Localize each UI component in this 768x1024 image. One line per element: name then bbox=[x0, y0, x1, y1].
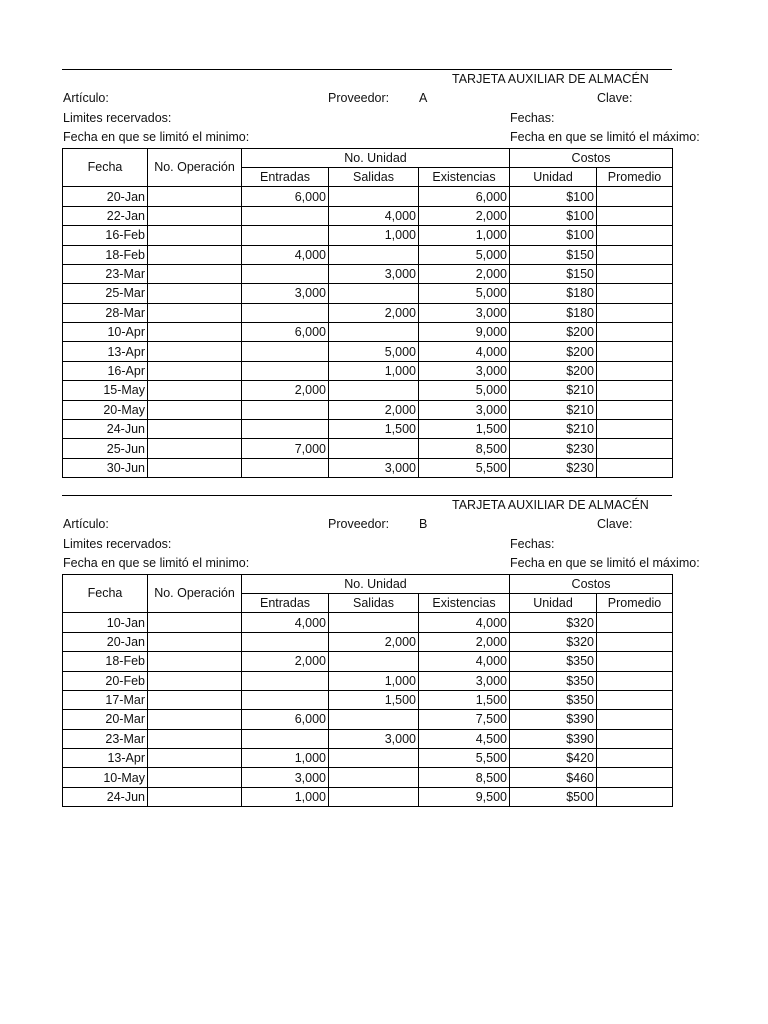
cell-salidas bbox=[329, 245, 419, 264]
cell-promedio bbox=[597, 420, 673, 439]
cell-entradas bbox=[242, 206, 329, 225]
cell-salidas: 1,500 bbox=[329, 690, 419, 709]
limites-label: Limites recervados: bbox=[63, 110, 172, 125]
header-promedio: Promedio bbox=[597, 167, 673, 186]
cell-salidas bbox=[329, 381, 419, 400]
clave-label: Clave: bbox=[597, 91, 633, 106]
table-row bbox=[63, 690, 673, 709]
cell-existencias: 7,500 bbox=[419, 710, 510, 729]
cell-no-operacion bbox=[148, 652, 242, 671]
table-row bbox=[63, 613, 673, 632]
cell-promedio bbox=[597, 768, 673, 787]
cell-existencias: 5,000 bbox=[419, 284, 510, 303]
table-header-row bbox=[63, 574, 673, 593]
articulo-label: Artículo: bbox=[63, 517, 109, 532]
cell-no-operacion bbox=[148, 613, 242, 632]
cell-entradas bbox=[242, 400, 329, 419]
cell-existencias: 3,000 bbox=[419, 671, 510, 690]
cell-unidad: $350 bbox=[510, 652, 597, 671]
cell-fecha: 20-Jan bbox=[63, 632, 148, 651]
cell-unidad: $180 bbox=[510, 303, 597, 322]
cell-promedio bbox=[597, 749, 673, 768]
cell-unidad: $100 bbox=[510, 206, 597, 225]
cell-entradas: 3,000 bbox=[242, 284, 329, 303]
cell-existencias: 9,500 bbox=[419, 787, 510, 806]
cell-unidad: $390 bbox=[510, 729, 597, 748]
cell-no-operacion bbox=[148, 729, 242, 748]
inventory-table bbox=[62, 574, 673, 808]
table-row bbox=[63, 749, 673, 768]
cell-entradas bbox=[242, 458, 329, 477]
cell-unidad: $150 bbox=[510, 245, 597, 264]
header-fecha: Fecha bbox=[63, 148, 148, 187]
cell-promedio bbox=[597, 303, 673, 322]
cell-no-operacion bbox=[148, 245, 242, 264]
cell-existencias: 1,500 bbox=[419, 420, 510, 439]
cell-no-operacion bbox=[148, 187, 242, 206]
cell-no-operacion bbox=[148, 787, 242, 806]
cell-no-operacion bbox=[148, 768, 242, 787]
cell-unidad: $230 bbox=[510, 458, 597, 477]
cell-existencias: 9,000 bbox=[419, 323, 510, 342]
table-header-row bbox=[63, 148, 673, 167]
header-entradas: Entradas bbox=[242, 167, 329, 186]
cell-unidad: $180 bbox=[510, 284, 597, 303]
cell-fecha: 16-Apr bbox=[63, 361, 148, 380]
card-title: TARJETA AUXILIAR DE ALMACÉN bbox=[452, 498, 649, 512]
table-row bbox=[63, 284, 673, 303]
cell-fecha: 20-Feb bbox=[63, 671, 148, 690]
fecha-max-label: Fecha en que se limitó el máximo: bbox=[510, 556, 700, 571]
cell-fecha: 23-Mar bbox=[63, 729, 148, 748]
cell-existencias: 5,000 bbox=[419, 381, 510, 400]
cell-existencias: 5,000 bbox=[419, 245, 510, 264]
cell-fecha: 25-Mar bbox=[63, 284, 148, 303]
cell-fecha: 20-Jan bbox=[63, 187, 148, 206]
cell-unidad: $100 bbox=[510, 187, 597, 206]
cell-existencias: 6,000 bbox=[419, 187, 510, 206]
cell-promedio bbox=[597, 264, 673, 283]
cell-fecha: 25-Jun bbox=[63, 439, 148, 458]
header-unidad: Unidad bbox=[510, 593, 597, 612]
clave-label: Clave: bbox=[597, 517, 633, 532]
table-row bbox=[63, 652, 673, 671]
cell-entradas bbox=[242, 303, 329, 322]
cell-entradas: 3,000 bbox=[242, 768, 329, 787]
cell-promedio bbox=[597, 284, 673, 303]
cell-salidas: 2,000 bbox=[329, 303, 419, 322]
fecha-min-label: Fecha en que se limitó el minimo: bbox=[63, 130, 250, 145]
cell-fecha: 24-Jun bbox=[63, 420, 148, 439]
table-row bbox=[63, 787, 673, 806]
cell-salidas: 2,000 bbox=[329, 632, 419, 651]
cell-promedio bbox=[597, 342, 673, 361]
cell-promedio bbox=[597, 187, 673, 206]
cell-no-operacion bbox=[148, 400, 242, 419]
articulo-label: Artículo: bbox=[63, 91, 109, 106]
header-no-operacion: No. Operación bbox=[148, 148, 242, 187]
cell-salidas bbox=[329, 613, 419, 632]
cell-fecha: 10-May bbox=[63, 768, 148, 787]
table-row bbox=[63, 729, 673, 748]
header-salidas: Salidas bbox=[329, 167, 419, 186]
cell-unidad: $210 bbox=[510, 381, 597, 400]
cell-entradas: 6,000 bbox=[242, 187, 329, 206]
cell-fecha: 28-Mar bbox=[63, 303, 148, 322]
cell-salidas: 5,000 bbox=[329, 342, 419, 361]
inventory-table bbox=[62, 148, 673, 479]
fechas-label: Fechas: bbox=[510, 110, 555, 125]
cell-promedio bbox=[597, 632, 673, 651]
cell-entradas: 6,000 bbox=[242, 710, 329, 729]
cell-no-operacion bbox=[148, 671, 242, 690]
cell-fecha: 10-Jan bbox=[63, 613, 148, 632]
cell-unidad: $200 bbox=[510, 323, 597, 342]
cell-fecha: 13-Apr bbox=[63, 749, 148, 768]
table-row bbox=[63, 245, 673, 264]
cell-entradas bbox=[242, 632, 329, 651]
cell-no-operacion bbox=[148, 342, 242, 361]
table-row bbox=[63, 458, 673, 477]
cell-no-operacion bbox=[148, 206, 242, 225]
cell-unidad: $100 bbox=[510, 226, 597, 245]
table-row bbox=[63, 420, 673, 439]
fecha-limit-row bbox=[62, 554, 700, 573]
cell-salidas bbox=[329, 284, 419, 303]
header-no-unidad: No. Unidad bbox=[242, 148, 510, 167]
card-title-row bbox=[62, 69, 672, 89]
articulo-row bbox=[62, 515, 672, 534]
cell-existencias: 2,000 bbox=[419, 264, 510, 283]
cell-no-operacion bbox=[148, 749, 242, 768]
cell-no-operacion bbox=[148, 264, 242, 283]
cell-fecha: 23-Mar bbox=[63, 264, 148, 283]
table-row bbox=[63, 632, 673, 651]
cell-fecha: 24-Jun bbox=[63, 787, 148, 806]
cell-unidad: $210 bbox=[510, 400, 597, 419]
header-fecha: Fecha bbox=[63, 574, 148, 613]
cell-unidad: $200 bbox=[510, 361, 597, 380]
cell-entradas: 4,000 bbox=[242, 613, 329, 632]
cell-salidas: 3,000 bbox=[329, 458, 419, 477]
cell-fecha: 17-Mar bbox=[63, 690, 148, 709]
cell-entradas bbox=[242, 690, 329, 709]
cell-promedio bbox=[597, 400, 673, 419]
cell-entradas: 7,000 bbox=[242, 439, 329, 458]
header-entradas: Entradas bbox=[242, 593, 329, 612]
cell-entradas: 4,000 bbox=[242, 245, 329, 264]
cell-existencias: 8,500 bbox=[419, 439, 510, 458]
cell-fecha: 30-Jun bbox=[63, 458, 148, 477]
cell-promedio bbox=[597, 690, 673, 709]
proveedor-label: Proveedor: bbox=[328, 517, 390, 532]
cell-unidad: $320 bbox=[510, 632, 597, 651]
cell-salidas bbox=[329, 187, 419, 206]
cell-no-operacion bbox=[148, 361, 242, 380]
cell-unidad: $460 bbox=[510, 768, 597, 787]
cell-no-operacion bbox=[148, 710, 242, 729]
cell-no-operacion bbox=[148, 420, 242, 439]
cell-entradas bbox=[242, 729, 329, 748]
header-existencias: Existencias bbox=[419, 167, 510, 186]
cell-existencias: 2,000 bbox=[419, 632, 510, 651]
cell-salidas bbox=[329, 710, 419, 729]
cell-promedio bbox=[597, 361, 673, 380]
header-no-operacion: No. Operación bbox=[148, 574, 242, 613]
cell-existencias: 2,000 bbox=[419, 206, 510, 225]
limites-label: Limites recervados: bbox=[63, 536, 172, 551]
inventory-card-a bbox=[62, 69, 700, 478]
cell-no-operacion bbox=[148, 303, 242, 322]
limites-row bbox=[62, 535, 672, 554]
cell-existencias: 4,000 bbox=[419, 613, 510, 632]
cell-no-operacion bbox=[148, 439, 242, 458]
table-row bbox=[63, 381, 673, 400]
cell-salidas: 1,000 bbox=[329, 671, 419, 690]
card-title: TARJETA AUXILIAR DE ALMACÉN bbox=[452, 72, 649, 86]
cell-fecha: 18-Feb bbox=[63, 652, 148, 671]
cell-promedio bbox=[597, 652, 673, 671]
table-row bbox=[63, 226, 673, 245]
cell-promedio bbox=[597, 710, 673, 729]
cell-entradas bbox=[242, 671, 329, 690]
cell-fecha: 16-Feb bbox=[63, 226, 148, 245]
cell-unidad: $500 bbox=[510, 787, 597, 806]
cell-promedio bbox=[597, 613, 673, 632]
cell-unidad: $350 bbox=[510, 671, 597, 690]
cell-unidad: $390 bbox=[510, 710, 597, 729]
cell-fecha: 13-Apr bbox=[63, 342, 148, 361]
cell-unidad: $420 bbox=[510, 749, 597, 768]
header-existencias: Existencias bbox=[419, 593, 510, 612]
cell-entradas: 2,000 bbox=[242, 652, 329, 671]
cell-entradas bbox=[242, 420, 329, 439]
cell-promedio bbox=[597, 671, 673, 690]
header-salidas: Salidas bbox=[329, 593, 419, 612]
cell-existencias: 1,000 bbox=[419, 226, 510, 245]
cell-salidas bbox=[329, 787, 419, 806]
table-row bbox=[63, 671, 673, 690]
cell-salidas bbox=[329, 323, 419, 342]
proveedor-label: Proveedor: bbox=[328, 91, 390, 106]
cell-salidas: 4,000 bbox=[329, 206, 419, 225]
cell-existencias: 4,500 bbox=[419, 729, 510, 748]
table-row bbox=[63, 710, 673, 729]
cell-unidad: $320 bbox=[510, 613, 597, 632]
cell-existencias: 4,000 bbox=[419, 342, 510, 361]
table-row bbox=[63, 439, 673, 458]
fecha-min-label: Fecha en que se limitó el minimo: bbox=[63, 556, 250, 571]
cell-promedio bbox=[597, 245, 673, 264]
cell-entradas bbox=[242, 264, 329, 283]
cell-promedio bbox=[597, 323, 673, 342]
cell-unidad: $350 bbox=[510, 690, 597, 709]
cell-entradas: 1,000 bbox=[242, 787, 329, 806]
header-no-unidad: No. Unidad bbox=[242, 574, 510, 593]
fecha-max-label: Fecha en que se limitó el máximo: bbox=[510, 130, 700, 145]
card-title-row bbox=[62, 495, 672, 515]
cell-fecha: 10-Apr bbox=[63, 323, 148, 342]
cell-promedio bbox=[597, 458, 673, 477]
cell-salidas bbox=[329, 768, 419, 787]
cell-promedio bbox=[597, 226, 673, 245]
table-row bbox=[63, 323, 673, 342]
cell-entradas bbox=[242, 226, 329, 245]
cell-fecha: 15-May bbox=[63, 381, 148, 400]
table-row bbox=[63, 342, 673, 361]
cell-salidas: 1,000 bbox=[329, 361, 419, 380]
cell-promedio bbox=[597, 787, 673, 806]
cell-existencias: 3,000 bbox=[419, 303, 510, 322]
cell-fecha: 18-Feb bbox=[63, 245, 148, 264]
proveedor-value: B bbox=[419, 517, 428, 532]
cell-salidas: 1,500 bbox=[329, 420, 419, 439]
header-costos: Costos bbox=[510, 574, 673, 593]
table-row bbox=[63, 206, 673, 225]
cell-fecha: 20-May bbox=[63, 400, 148, 419]
cell-unidad: $200 bbox=[510, 342, 597, 361]
header-promedio: Promedio bbox=[597, 593, 673, 612]
inventory-card-b bbox=[62, 495, 700, 807]
table-row bbox=[63, 187, 673, 206]
cell-existencias: 5,500 bbox=[419, 749, 510, 768]
cell-existencias: 4,000 bbox=[419, 652, 510, 671]
cell-salidas: 3,000 bbox=[329, 729, 419, 748]
cell-unidad: $230 bbox=[510, 439, 597, 458]
table-row bbox=[63, 400, 673, 419]
header-costos: Costos bbox=[510, 148, 673, 167]
cell-entradas bbox=[242, 342, 329, 361]
cell-existencias: 3,000 bbox=[419, 400, 510, 419]
cell-entradas: 2,000 bbox=[242, 381, 329, 400]
cell-unidad: $150 bbox=[510, 264, 597, 283]
limites-row bbox=[62, 109, 672, 128]
table-row bbox=[63, 768, 673, 787]
cell-no-operacion bbox=[148, 226, 242, 245]
cell-existencias: 5,500 bbox=[419, 458, 510, 477]
cell-entradas bbox=[242, 361, 329, 380]
cell-no-operacion bbox=[148, 690, 242, 709]
cell-promedio bbox=[597, 381, 673, 400]
cell-salidas: 1,000 bbox=[329, 226, 419, 245]
cell-existencias: 1,500 bbox=[419, 690, 510, 709]
table-row bbox=[63, 303, 673, 322]
cell-entradas: 1,000 bbox=[242, 749, 329, 768]
cell-salidas: 2,000 bbox=[329, 400, 419, 419]
cell-fecha: 22-Jan bbox=[63, 206, 148, 225]
table-row bbox=[63, 361, 673, 380]
cell-existencias: 3,000 bbox=[419, 361, 510, 380]
cell-salidas bbox=[329, 749, 419, 768]
articulo-row bbox=[62, 89, 672, 108]
cell-no-operacion bbox=[148, 284, 242, 303]
header-unidad: Unidad bbox=[510, 167, 597, 186]
cell-entradas: 6,000 bbox=[242, 323, 329, 342]
cell-promedio bbox=[597, 729, 673, 748]
cell-existencias: 8,500 bbox=[419, 768, 510, 787]
cell-promedio bbox=[597, 206, 673, 225]
fecha-limit-row bbox=[62, 128, 700, 147]
proveedor-value: A bbox=[419, 91, 428, 106]
cell-no-operacion bbox=[148, 632, 242, 651]
cell-salidas: 3,000 bbox=[329, 264, 419, 283]
cell-unidad: $210 bbox=[510, 420, 597, 439]
cell-salidas bbox=[329, 652, 419, 671]
table-row bbox=[63, 264, 673, 283]
cell-no-operacion bbox=[148, 458, 242, 477]
cell-no-operacion bbox=[148, 323, 242, 342]
cell-promedio bbox=[597, 439, 673, 458]
cell-salidas bbox=[329, 439, 419, 458]
cell-no-operacion bbox=[148, 381, 242, 400]
fechas-label: Fechas: bbox=[510, 536, 555, 551]
cell-fecha: 20-Mar bbox=[63, 710, 148, 729]
